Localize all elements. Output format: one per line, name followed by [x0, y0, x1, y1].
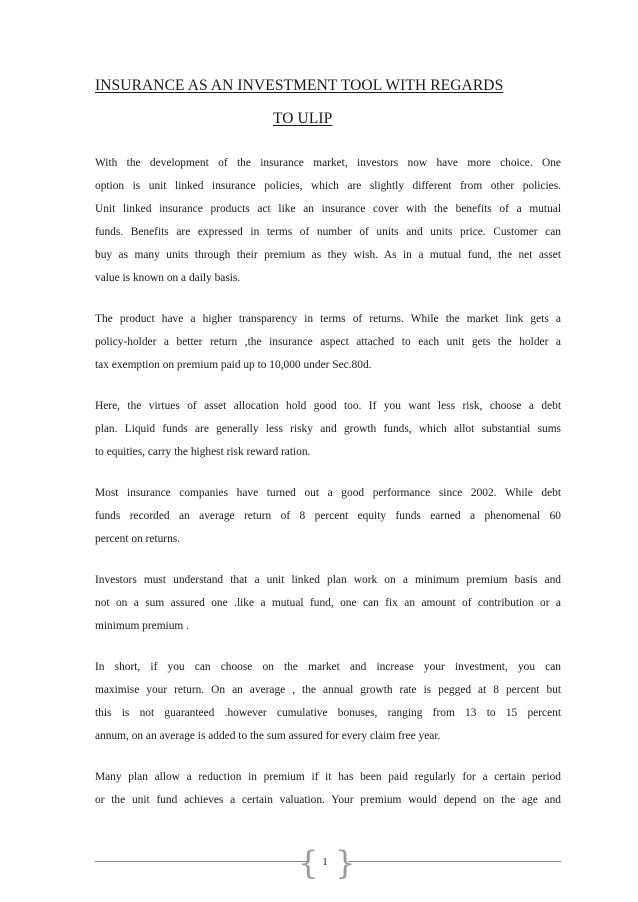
document-title-line-2: TO ULIP: [273, 110, 333, 127]
text-line: maximise your return. On an average , the annual growth rate is pegged at 8 percent but: [95, 684, 561, 696]
text-line: percent on returns.: [95, 533, 181, 545]
paragraph: [95, 573, 561, 642]
paragraph: [95, 486, 561, 555]
text-line: buy as many units through their premium as they wish. As in a mutual fund, the net asset: [95, 249, 561, 261]
footer-bracket-right: }: [335, 844, 356, 882]
text-line: In short, if you can choose on the market and increase your investment, you can: [95, 661, 561, 673]
text-line: value is known on a daily basis.: [95, 272, 241, 284]
text-line: annum, on an average is added to the sum assured for every claim free year.: [95, 730, 441, 742]
document-title-line-1: INSURANCE AS AN INVESTMENT TOOL WITH REGARDS: [95, 77, 504, 94]
page-number: 1: [322, 856, 328, 868]
text-line: not on a sum assured one .like a mutual fund, one can fix an amount of contribution or a: [95, 597, 561, 609]
text-line: Most insurance companies have turned out a good performance since 2002. While debt: [95, 487, 561, 499]
text-line: funds. Benefits are expressed in terms of number of units and units price. Customer can: [95, 226, 561, 238]
footer-bracket-left: {: [298, 844, 319, 882]
text-line: option is unit linked insurance policies, which are slightly different from other policies.: [95, 180, 561, 192]
text-line: Unit linked insurance products act like an insurance cover with the benefits of a mutual: [95, 203, 561, 215]
text-line: tax exemption on premium paid up to 10,000 under Sec.80d.: [95, 359, 372, 371]
text-line: With the development of the insurance market, investors now have more choice. One: [95, 157, 561, 169]
text-line: Many plan allow a reduction in premium if it has been paid regularly for a certain period: [95, 771, 561, 783]
text-line: to equities, carry the highest risk reward ration.: [95, 446, 311, 458]
text-line: Investors must understand that a unit linked plan work on a minimum premium basis and: [95, 574, 561, 586]
document-body: [95, 156, 561, 834]
text-line: funds recorded an average return of 8 percent equity funds earned a phenomenal 60: [95, 510, 561, 522]
paragraph: [95, 399, 561, 468]
text-line: Here, the virtues of asset allocation hold good too. If you want less risk, choose a debt: [95, 400, 561, 412]
text-line: The product have a higher transparency in terms of returns. While the market link gets a: [95, 313, 561, 325]
text-line: plan. Liquid funds are generally less risky and growth funds, which allot substantial sums: [95, 423, 561, 435]
paragraph: [95, 156, 561, 294]
footer-rule-left: [95, 861, 307, 862]
paragraph: [95, 660, 561, 752]
text-line: this is not guaranteed .however cumulative bonuses, ranging from 13 to 15 percent: [95, 707, 561, 719]
paragraph: [95, 312, 561, 381]
paragraph: [95, 770, 561, 816]
text-line: minimum premium .: [95, 620, 189, 632]
text-line: or the unit fund achieves a certain valuation. Your premium would depend on the age and: [95, 794, 561, 806]
text-line: policy-holder a better return ,the insurance aspect attached to each unit gets the holder a: [95, 336, 561, 348]
footer-rule-right: [348, 861, 561, 862]
